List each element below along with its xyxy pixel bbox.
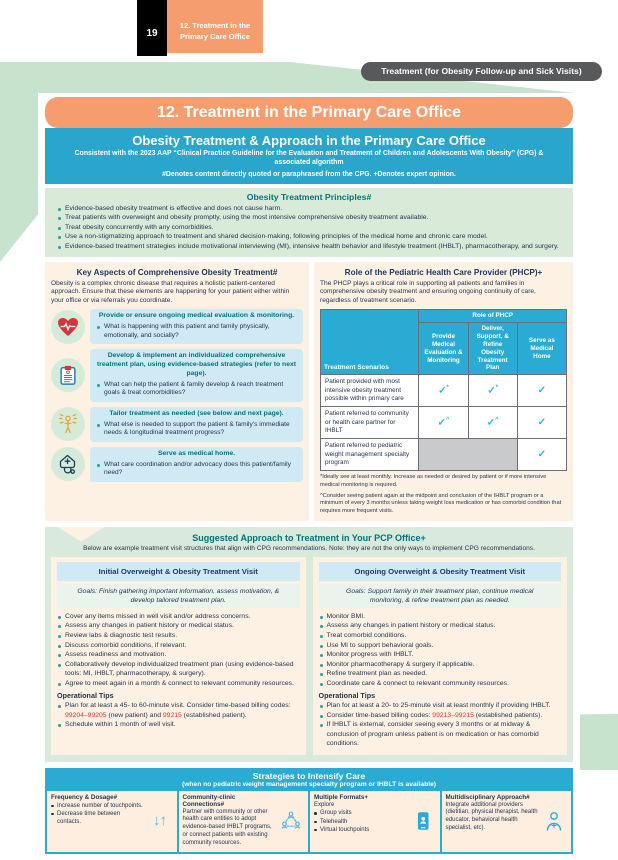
strategy-card-title: Frequency & Dosage# — [51, 793, 118, 801]
content-card — [38, 93, 580, 860]
table-group-header: Role of PHCP — [419, 310, 567, 323]
arrows-icon: ↓↑ — [153, 812, 166, 830]
page-number-tab — [137, 0, 167, 56]
initial-visit-goals: Goals: Finish gathering important information, assess motivation, & develop tailored treatment plan. — [57, 584, 300, 608]
bullet-item: Group visits — [314, 809, 407, 817]
aspect-question: What is happening with this patient and family physically, emotionally, and socially? — [96, 323, 297, 340]
bullet-item: Collaboratively develop individualized treatment plan (using evidence-based tools: MI, IHBLT, pharmacotherapy, & surgery). — [57, 660, 300, 679]
suggested-approach-section — [45, 527, 573, 762]
bullet-item: Monitor progress with IHBLT. — [319, 650, 562, 660]
bullet-item: Assess readiness and motivation. — [57, 650, 300, 660]
initial-visit-list — [57, 612, 300, 688]
check-cell: ✓ — [517, 407, 566, 439]
ongoing-visit-list — [319, 612, 562, 688]
bullet-item: Plan for at least a 20- to 25-minute visit at least monthly if providing IHBLT. — [319, 701, 562, 711]
bullet-item: Plan for at least a 45- to 60-minute visit. Consider time-based billing codes: 99204–99205 (new patient) and 99215 (established patient). — [57, 701, 300, 720]
network-icon — [278, 794, 304, 848]
scenario-cell: Patient referred to community or health care partner for IHBLT — [321, 407, 419, 439]
bullet-item: Consider time-based billing codes: 99213–99215 (established patients). — [319, 711, 562, 721]
ongoing-visit-card — [313, 557, 568, 755]
phcp-role-table — [320, 309, 567, 471]
chapter-banner: 12. Treatment in the Primary Care Office — [45, 97, 573, 128]
aspect-box — [90, 447, 303, 482]
bullet-item: Monitor BMI. — [319, 612, 562, 622]
heart-icon — [51, 310, 85, 344]
medical-home-icon — [51, 447, 85, 481]
bullet-item: Virtual touchpoints — [314, 826, 407, 834]
table-row-header: Treatment Scenarios — [321, 310, 419, 375]
bullet-item: Evidence-based obesity treatment is effective and does not cause harm. — [57, 204, 561, 214]
table-row — [321, 439, 567, 471]
bullet-item: Evidence-based treatment strategies include motivational interviewing (MI), intensive health behavior and lifestyle treatment (IHBLT), pharmacotherapy, and surgery. — [57, 242, 561, 252]
principles-list — [57, 204, 561, 252]
initial-visit-card — [51, 557, 306, 755]
operational-tips-list — [319, 701, 562, 749]
check-cell: ✓* — [468, 375, 517, 407]
chapter-tab-label: 12. Treatment in the Primary Care Office — [179, 21, 251, 41]
bullet-item: Increase number of touchpoints. — [51, 802, 144, 810]
strategies-section — [45, 768, 573, 854]
aspect-box — [90, 349, 303, 402]
billing-code: 99213–99215 — [432, 711, 474, 719]
scenario-cell: Patient referred to pediatric weight management specialty program — [321, 439, 419, 471]
operational-tips-list — [57, 701, 300, 730]
phone-icon — [410, 794, 436, 848]
section-category-tag: Treatment (for Obesity Follow-up and Sick Visits) — [361, 62, 602, 81]
phcp-role-title: Role of the Pediatric Health Care Provider (PHCP)+ — [344, 267, 543, 277]
table-column-header: Serve as Medical Home — [517, 323, 566, 375]
key-aspects-title: Key Aspects of Comprehensive Obesity Treatment# — [76, 267, 278, 277]
principles-section — [45, 188, 573, 257]
check-cell: ✓ — [517, 439, 566, 471]
visit-columns — [51, 557, 567, 755]
check-cell: ✓^ — [419, 407, 468, 439]
strategies-title: Strategies to Intensify Care — [252, 770, 366, 781]
operational-tips-title: Operational Tips — [57, 691, 114, 701]
aspect-heading: Serve as medical home. — [157, 449, 236, 457]
billing-code: 99204–99205 — [65, 711, 107, 719]
strategies-subtitle: (when no pediatric weight management specialty program or IHBLT is available) — [181, 780, 437, 788]
ongoing-visit-title: Ongoing Overweight & Obesity Treatment Visit — [319, 562, 562, 581]
billing-code: 99215 — [162, 711, 182, 719]
bullet-item: Assess any changes in patient history or medical status. — [319, 621, 562, 631]
clipboard-icon — [51, 358, 85, 392]
bullet-item: If IHBLT is external, consider seeing every 3 months or at midway & conclusion of program unless patient is on medication or has comorbid conditions. — [319, 720, 562, 749]
chapter-tab — [167, 0, 263, 53]
bullet-item: Schedule within 1 month of well visit. — [57, 720, 300, 730]
check-cell: ✓ — [517, 375, 566, 407]
aspect-row — [51, 349, 303, 402]
aspect-question: What else is needed to support the patient & family's immediate needs & longitudinal treatment progress? — [96, 421, 297, 438]
table-row — [321, 407, 567, 439]
bullet-item: Coordinate care & connect to relevant community resources. — [319, 679, 562, 689]
empty-cell — [419, 439, 517, 471]
denotes-note: #Denotes content directly quoted or paraphrased from the CPG. +Denotes expert opinion. — [162, 170, 456, 178]
phcp-role-section — [314, 262, 573, 521]
principles-title: Obesity Treatment Principles# — [246, 191, 372, 202]
aspect-box — [90, 309, 303, 344]
check-cell: ✓* — [419, 375, 468, 407]
aspect-question: What care coordination and/or advocacy does this patient/family need? — [96, 461, 297, 478]
bullet-item: Refine treatment plan as needed. — [319, 669, 562, 679]
middle-columns — [45, 262, 573, 521]
header-block — [45, 128, 573, 184]
table-footnote: ^Consider seeing patient again at the midpoint and conclusion of the IHBLT program or a minimum of every 3 months unless taking weight loss medication or has comorbid condition that requires more frequent visits. — [320, 492, 562, 514]
bullet-item: Use a non-stigmatizing approach to treatment and shared decision-making, following principles of the medical home and chronic care model. — [57, 232, 561, 242]
bullet-item: Assess any changes in patient history or medical status. — [57, 621, 300, 631]
table-column-header: Deliver, Support, & Refine Obesity Treatment Plan — [468, 323, 517, 375]
table-column-header: Provide Medical Evaluation & Monitoring — [419, 323, 468, 375]
bullet-item: Decrease time between contacts. — [51, 810, 144, 826]
aspect-heading: Provide or ensure ongoing medical evaluation & monitoring. — [98, 312, 295, 320]
provider-icon — [541, 794, 567, 848]
strategy-card-title: Community-clinic Connections# — [182, 793, 236, 808]
scenario-cell: Patient provided with most intensive obesity treatment possible within primary care — [321, 375, 419, 407]
page-number: 19 — [146, 27, 158, 39]
table-row — [321, 375, 567, 407]
key-aspects-intro: Obesity is a complex chronic disease that requires a holistic patient-centered approach. Ensure that these elements are happening for your patient either within your office or via referrals you coordinate. — [51, 279, 290, 304]
bullet-item: Treat patients with overweight and obesity promptly, using the most intensive comprehensive obesity treatment available. — [57, 213, 561, 223]
bullet-item: Monitor pharmacotherapy & surgery if applicable. — [319, 660, 562, 670]
suggested-title: Suggested Approach to Treatment in Your PCP Office+ — [192, 532, 426, 543]
key-aspects-section — [45, 262, 309, 521]
strategy-card-text: Partner with community or other health care entities to adopt evidence-based IHBLT programs, or connect patients with existing community resources. — [182, 808, 272, 846]
table-footnote: *Ideally see at least monthly. Increase as needed or desired by patient or if more intensive medical monitoring is required. — [320, 474, 547, 488]
aspect-heading: Develop & implement an individualized comprehensive treatment plan, using evidence-based strategies (refer to next page). — [96, 352, 297, 377]
page-title: Obesity Treatment & Approach in the Primary Care Office — [132, 133, 486, 148]
aspect-row — [51, 309, 303, 344]
aspect-heading: Tailor treatment as needed (see below and next page). — [109, 409, 284, 417]
background-green-left-strip — [0, 92, 38, 262]
bullet-item: Cover any items missed in well visit and/or address concerns. — [57, 612, 300, 622]
page-subtitle: Consistent with the 2023 AAP “Clinical Practice Guideline for the Evaluation and Treatment of Children and Adolescents With Obesity” (CPG) & associated algorithm — [74, 150, 544, 166]
strategy-card-title: Multiple Formats+ — [314, 793, 369, 801]
strategy-card-text: Explore — [314, 801, 335, 808]
bullet-item: Treat obesity concurrently with any comorbidities. — [57, 223, 561, 233]
bullet-item: Telehealth — [314, 818, 407, 826]
operational-tips-title: Operational Tips — [318, 691, 376, 701]
bullet-item: Review labs & diagnostic test results. — [57, 631, 300, 641]
aspect-box — [90, 407, 303, 442]
suggested-subtitle: Below are example treatment visit structures that align with CPG recommendations. Note: they are not the only ways to implement CPG recommendations. — [83, 544, 535, 552]
bullet-item: Use MI to support behavioral goals. — [319, 641, 562, 651]
phcp-role-intro: The PHCP plays a critical role in supporting all patients and families in comprehensive obesity treatment and ensuring ongoing continuity of care, regardless of treatment scenario. — [320, 279, 536, 304]
aspect-question: What can help the patient & family develop & reach treatment goals & treat comorbidities? — [96, 381, 297, 398]
aspect-row — [51, 447, 303, 482]
initial-visit-title: Initial Overweight & Obesity Treatment Visit — [57, 562, 300, 581]
aspect-row — [51, 407, 303, 442]
strategy-card-title: Multidisciplinary Approach# — [445, 793, 530, 801]
bullet-item: Treat comorbid conditions. — [319, 631, 562, 641]
bullet-item: Agree to meet again in a month & connect to relevant community resources. — [57, 679, 300, 689]
strategy-card-text: Integrate additional providers (dietitian, physical therapist, health educator, behavioral health specialist, etc). — [445, 801, 538, 832]
check-cell: ✓^ — [468, 407, 517, 439]
person-rays-icon — [51, 407, 85, 441]
ongoing-visit-goals: Goals: Support family in their treatment plan, continue medical monitoring, & refine treatment plan as needed. — [319, 584, 562, 608]
bullet-item: Discuss comorbid conditions, if relevant. — [57, 641, 300, 651]
